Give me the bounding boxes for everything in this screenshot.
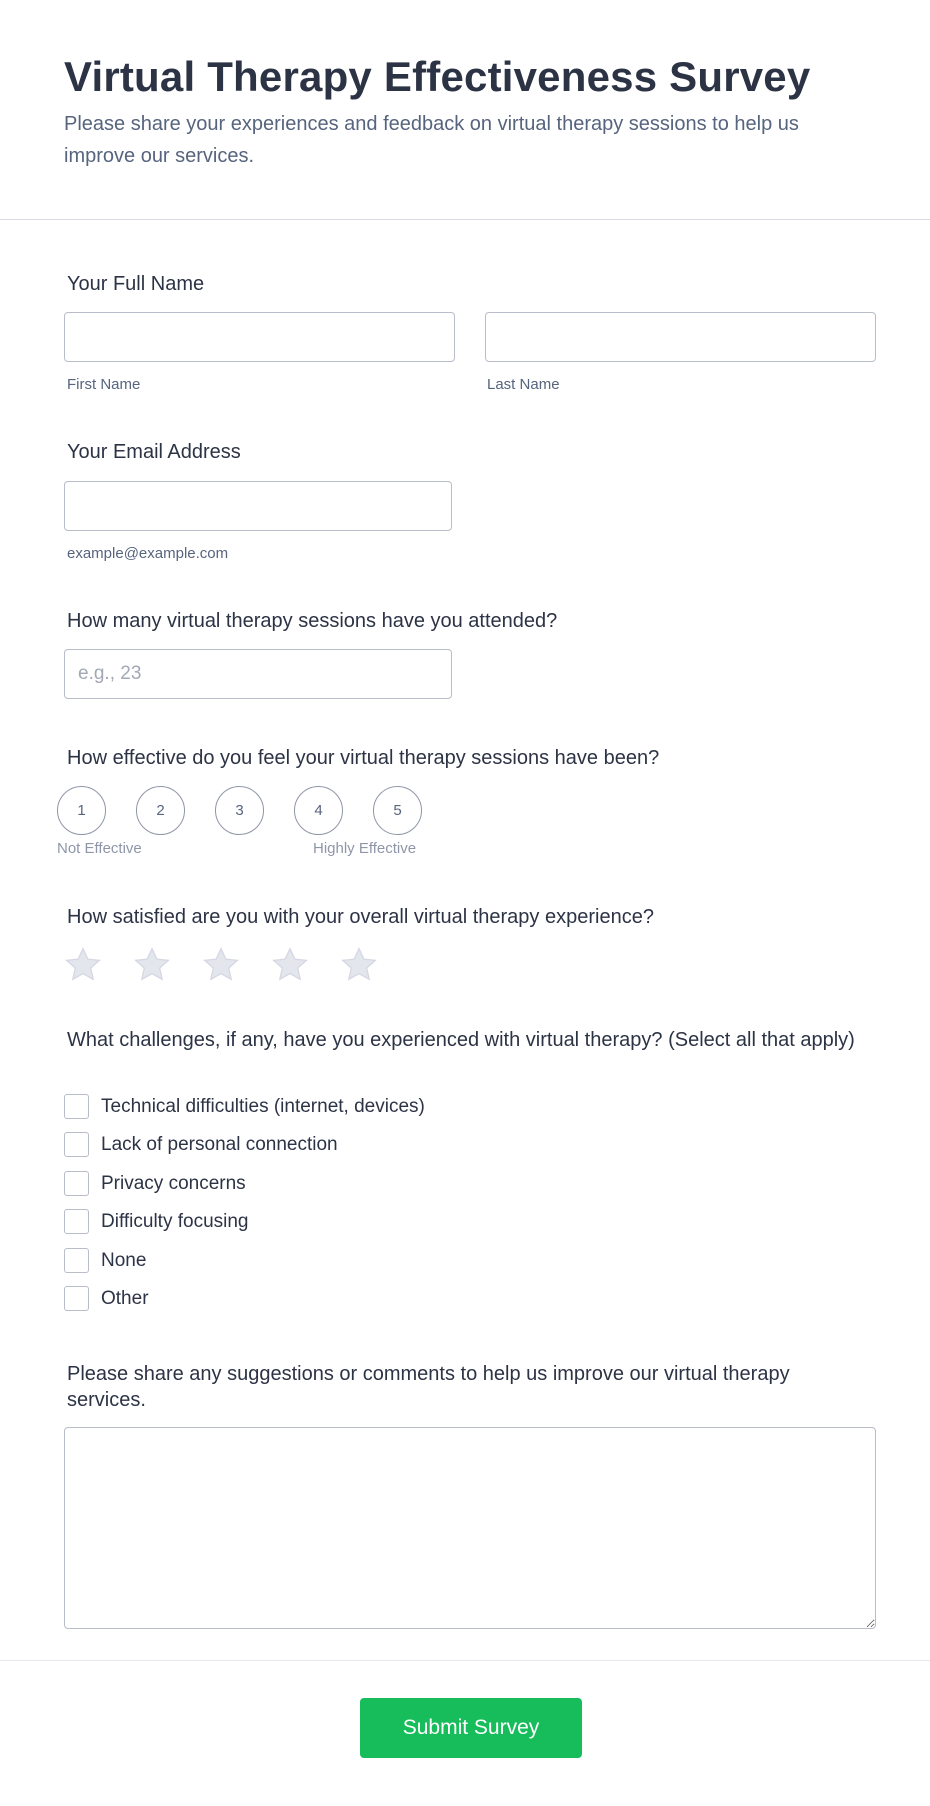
sessions-label: How many virtual therapy sessions have you attended? [67,610,558,632]
sessions-input[interactable] [64,649,452,699]
challenge-option-label: Technical difficulties (internet, devices) [101,1095,425,1117]
checkbox[interactable] [64,1248,89,1273]
last-name-input[interactable] [485,312,876,362]
checkbox[interactable] [64,1132,89,1157]
scale-option-2[interactable]: 2 [136,786,185,835]
challenge-option-focusing[interactable] [64,1209,249,1234]
challenge-option-label: Lack of personal connection [101,1133,338,1155]
footer-divider [0,1660,930,1661]
email-label: Your Email Address [67,441,241,463]
form-header [0,0,930,220]
scale-option-5[interactable]: 5 [373,786,422,835]
star-rating-5-icon[interactable] [338,945,380,985]
checkbox[interactable] [64,1209,89,1234]
scale-option-3[interactable]: 3 [215,786,264,835]
star-rating-1-icon[interactable] [62,945,104,985]
first-name-input[interactable] [64,312,455,362]
challenge-option-connection[interactable] [64,1132,338,1157]
email-input[interactable] [64,481,452,531]
email-sublabel: example@example.com [67,545,229,562]
challenges-label: What challenges, if any, have you experienced with virtual therapy? (Select all that apply) [67,1029,855,1051]
challenge-option-label: Privacy concerns [101,1172,246,1194]
page-title: Virtual Therapy Effectiveness Survey [64,53,811,100]
name-label: Your Full Name [67,273,205,295]
page-subtitle: Please share your experiences and feedback on virtual therapy sessions to help us improve our services. [64,113,799,167]
challenge-option-privacy[interactable] [64,1171,246,1196]
checkbox[interactable] [64,1094,89,1119]
comments-label: Please share any suggestions or comments to help us improve our virtual therapy services. [67,1363,790,1411]
challenge-option-other[interactable] [64,1286,149,1311]
effectiveness-label: How effective do you feel your virtual therapy sessions have been? [67,747,660,769]
first-name-sublabel: First Name [67,376,141,393]
challenge-option-label: Other [101,1287,149,1309]
scale-max-caption: Highly Effective [313,840,417,857]
challenge-option-none[interactable] [64,1248,146,1273]
scale-option-1[interactable]: 1 [57,786,106,835]
satisfaction-label: How satisfied are you with your overall virtual therapy experience? [67,906,654,928]
star-rating-4-icon[interactable] [269,945,311,985]
checkbox[interactable] [64,1171,89,1196]
last-name-sublabel: Last Name [487,376,560,393]
star-rating-2-icon[interactable] [131,945,173,985]
scale-option-4[interactable]: 4 [294,786,343,835]
challenge-option-label: Difficulty focusing [101,1210,249,1232]
star-rating-3-icon[interactable] [200,945,242,985]
challenge-option-label: None [101,1249,147,1271]
scale-min-caption: Not Effective [57,840,142,857]
checkbox[interactable] [64,1286,89,1311]
challenge-option-technical[interactable] [64,1094,425,1119]
comments-textarea[interactable] [64,1427,876,1629]
submit-button[interactable]: Submit Survey [360,1698,582,1758]
